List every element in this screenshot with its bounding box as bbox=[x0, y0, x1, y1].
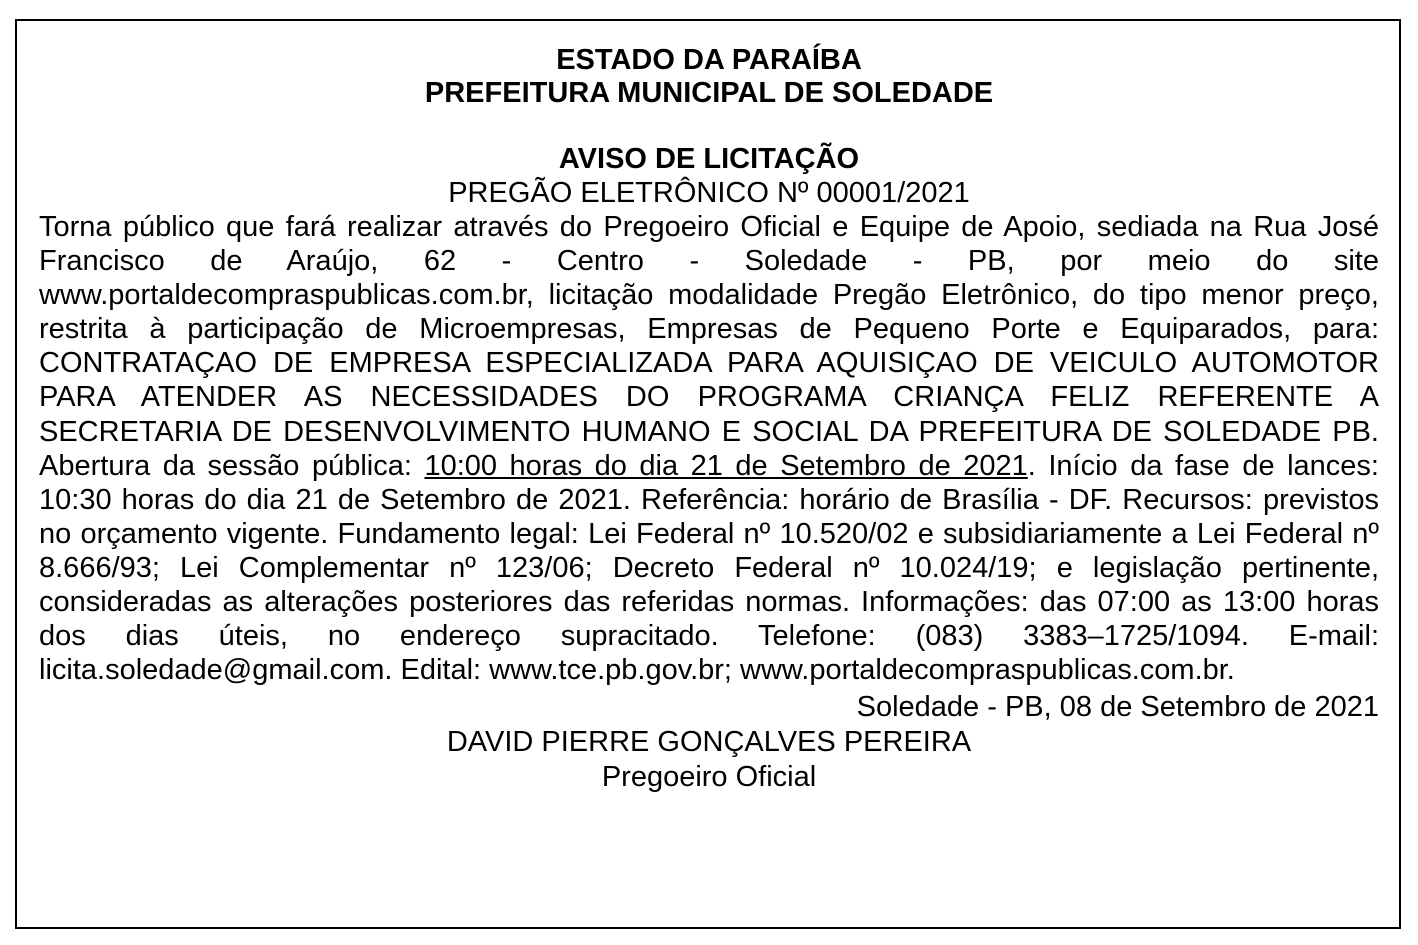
notice-title: AVISO DE LICITAÇÃO bbox=[558, 143, 860, 175]
signer-role: Pregoeiro Oficial bbox=[601, 761, 817, 794]
state-heading: ESTADO DA PARAÍBA bbox=[556, 44, 862, 76]
place-date: Soledade - PB, 08 de Setembro de 2021 bbox=[856, 691, 1379, 724]
notice-content bbox=[39, 44, 1379, 795]
notice-body bbox=[39, 210, 1379, 687]
notice-subtitle: PREGÃO ELETRÔNICO Nº 00001/2021 bbox=[448, 177, 970, 209]
notice-body-part1: Torna público que fará realizar através do Pregoeiro Oficial e Equipe de Apoio, sediada na Rua José Francisco de Araújo, 62 - Centro - Soledade - PB, por meio do site www.portaldecompraspublicas.com.br, licitação modalidade Pregão Eletrônico, do tipo menor preço, restrita à participação de Microempresas, Empresas de Pequeno Porte e Equiparados, para: CONTRATAÇAO DE EMPRESA ESPECIALIZADA PARA AQUISIÇAO DE VEICULO AUTOMOTOR PARA ATENDER AS NECESSIDADES DO PROGRAMA CRIANÇA FELIZ REFERENTE A SECRETARIA DE DESENVOLVIMENTO HUMANO E SOCIAL DA PREFEITURA DE SOLEDADE PB. Abertura da sessão pública: bbox=[39, 211, 1379, 482]
signer-name: DAVID PIERRE GONÇALVES PEREIRA bbox=[446, 726, 972, 759]
notice-body-part2: . Início da fase de lances: 10:30 horas do dia 21 de Setembro de 2021. Referência: horário de Brasília - DF. Recursos: previstos no orçamento vigente. Fundamento legal: Lei Federal nº 10.520/02 e subsidiariamente a Lei Federal nº 8.666/93; Lei Complementar nº 123/06; Decreto Federal nº 10.024/19; e legislação pertinente, consideradas as alterações posteriores das referidas normas. Informações: das 07:00 as 13:00 horas dos dias úteis, no endereço supracitado. Telefone: (083) 3383–1725/1094. E-mail: licita.soledade@gmail.com. Edital: www.tce.pb.gov.br; www.portaldecompraspublicas.com.br. bbox=[39, 449, 1379, 687]
session-opening-datetime: 10:00 horas do dia 21 de Setembro de 2021 bbox=[424, 449, 1028, 482]
municipality-heading: PREFEITURA MUNICIPAL DE SOLEDADE bbox=[424, 77, 994, 109]
